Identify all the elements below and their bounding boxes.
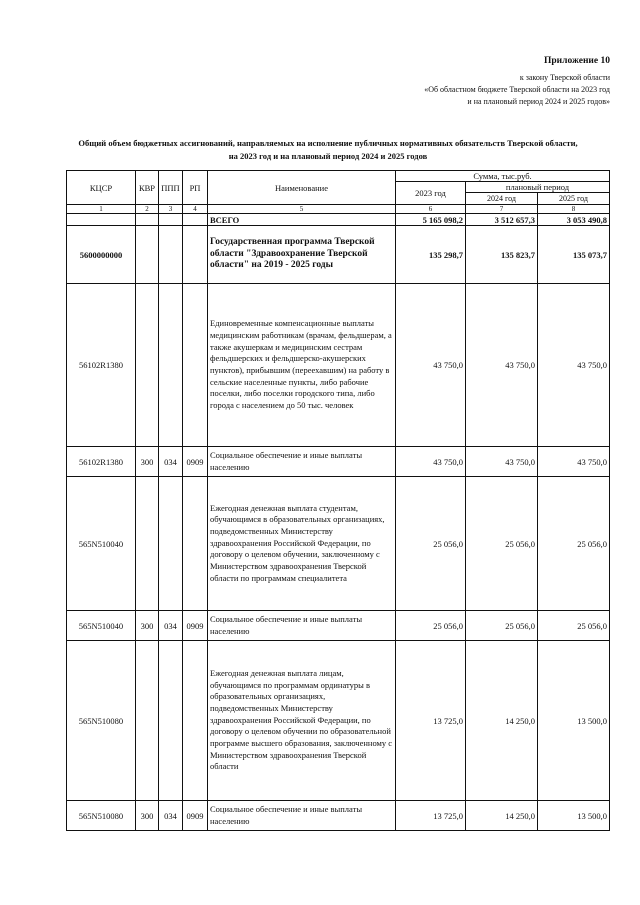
appendix-label: Приложение 10 [543, 56, 610, 66]
law-reference [424, 72, 610, 108]
amount-2024: 14 250,0 [466, 801, 538, 831]
amount-2025: 25 056,0 [538, 477, 610, 611]
col-number: 4 [183, 205, 208, 214]
col-number: 2 [136, 205, 159, 214]
document-title [40, 137, 616, 163]
kvr-cell [136, 284, 159, 447]
amount-2023: 13 725,0 [396, 641, 466, 801]
name-cell: Социальное обеспечение и иные выплаты населению [208, 801, 396, 831]
amount-2025: 13 500,0 [538, 641, 610, 801]
amount-2023: 135 298,7 [396, 226, 466, 284]
header-rp: РП [183, 171, 208, 205]
amount-2023: 25 056,0 [396, 477, 466, 611]
law-line-1: к закону Тверской области [519, 73, 610, 82]
table-row [67, 641, 610, 801]
amount-2023: 43 750,0 [396, 284, 466, 447]
table-row [67, 226, 610, 284]
amount-2024: 135 823,7 [466, 226, 538, 284]
table-row [67, 801, 610, 831]
ppp-cell: 034 [159, 801, 183, 831]
rp-cell [183, 284, 208, 447]
table-row [67, 477, 610, 611]
header-2025: 2025 год [538, 193, 610, 205]
kcsr-cell: 56102R1380 [67, 284, 136, 447]
kvr-cell: 300 [136, 447, 159, 477]
table-row [67, 284, 610, 447]
col-number: 7 [466, 205, 538, 214]
total-2025: 3 053 490,8 [538, 214, 610, 226]
amount-2024: 25 056,0 [466, 477, 538, 611]
kvr-cell [136, 641, 159, 801]
kcsr-cell: 565N510040 [67, 611, 136, 641]
table-row [67, 447, 610, 477]
total-label: ВСЕГО [208, 214, 396, 226]
kvr-cell [136, 477, 159, 611]
ppp-cell: 034 [159, 611, 183, 641]
kvr-cell [136, 226, 159, 284]
amount-2025: 25 056,0 [538, 611, 610, 641]
law-line-3: и на плановый период 2024 и 2025 годов» [467, 97, 610, 106]
ppp-cell: 034 [159, 447, 183, 477]
name-cell: Государственная программа Тверской области "Здравоохранение Тверской области" на 2019 - 2025 годы [208, 226, 396, 284]
header-2023: 2023 год [396, 182, 466, 205]
amount-2025: 13 500,0 [538, 801, 610, 831]
title-line-1: Общий объем бюджетных ассигнований, направляемых на исполнение публичных нормативных обязательств Тверской области, [78, 138, 578, 148]
amount-2023: 13 725,0 [396, 801, 466, 831]
budget-table [66, 170, 610, 831]
header-planned-period: плановый период [466, 182, 610, 193]
rp-cell [183, 641, 208, 801]
rp-cell: 0909 [183, 801, 208, 831]
name-cell: Ежегодная денежная выплата лицам, обучающимся по программам ординатуры в образовательных организациях, подведомственных Министерству здравоохранения Российской Федерации, по договору о целевом обучении по образовательной программе высшего образования, заключенному с Министерством здравоохранения Тверской области [208, 641, 396, 801]
col-number: 8 [538, 205, 610, 214]
header-2024: 2024 год [466, 193, 538, 205]
col-number: 5 [208, 205, 396, 214]
kcsr-cell: 565N510080 [67, 641, 136, 801]
law-line-2: «Об областном бюджете Тверской области на 2023 год [424, 85, 610, 94]
ppp-cell [159, 477, 183, 611]
amount-2025: 135 073,7 [538, 226, 610, 284]
table-row [67, 611, 610, 641]
ppp-cell [159, 226, 183, 284]
col-number: 3 [159, 205, 183, 214]
header-name: Наименование [208, 171, 396, 205]
kcsr-cell: 565N510080 [67, 801, 136, 831]
kcsr-cell: 5600000000 [67, 226, 136, 284]
amount-2023: 43 750,0 [396, 447, 466, 477]
col-number: 6 [396, 205, 466, 214]
amount-2024: 25 056,0 [466, 611, 538, 641]
kvr-cell: 300 [136, 611, 159, 641]
total-row [67, 214, 610, 226]
ppp-cell [159, 641, 183, 801]
name-cell: Социальное обеспечение и иные выплаты населению [208, 447, 396, 477]
header-kcsr: КЦСР [67, 171, 136, 205]
total-2023: 5 165 098,2 [396, 214, 466, 226]
column-number-row [67, 205, 610, 214]
rp-cell: 0909 [183, 611, 208, 641]
kvr-cell: 300 [136, 801, 159, 831]
total-2024: 3 512 657,3 [466, 214, 538, 226]
kcsr-cell: 565N510040 [67, 477, 136, 611]
amount-2024: 14 250,0 [466, 641, 538, 801]
amount-2023: 25 056,0 [396, 611, 466, 641]
header-sum: Сумма, тыс.руб. [396, 171, 610, 182]
amount-2025: 43 750,0 [538, 284, 610, 447]
name-cell: Ежегодная денежная выплата студентам, обучающимся в образовательных организациях, подведомственных Министерству здравоохранения Российской Федерации, по договору о целевом обучении, заключенному с Министерством здравоохранения Тверской области по программам специалитета [208, 477, 396, 611]
name-cell: Социальное обеспечение и иные выплаты населению [208, 611, 396, 641]
ppp-cell [159, 284, 183, 447]
header-kvr: КВР [136, 171, 159, 205]
kcsr-cell: 56102R1380 [67, 447, 136, 477]
rp-cell [183, 477, 208, 611]
col-number: 1 [67, 205, 136, 214]
rp-cell [183, 226, 208, 284]
amount-2025: 43 750,0 [538, 447, 610, 477]
name-cell: Единовременные компенсационные выплаты медицинским работникам (врачам, фельдшерам, а также акушеркам и медицинским сестрам фельдшерских и фельдшерско-акушерских пунктов), прибывшим (переехавшим) на работу в сельские населенные пункты, либо рабочие поселки, либо поселки городского типа, либо города с населением до 50 тыс. человек [208, 284, 396, 447]
amount-2024: 43 750,0 [466, 447, 538, 477]
rp-cell: 0909 [183, 447, 208, 477]
title-line-2: на 2023 год и на плановый период 2024 и 2025 годов [228, 151, 428, 161]
amount-2024: 43 750,0 [466, 284, 538, 447]
header-ppp: ППП [159, 171, 183, 205]
